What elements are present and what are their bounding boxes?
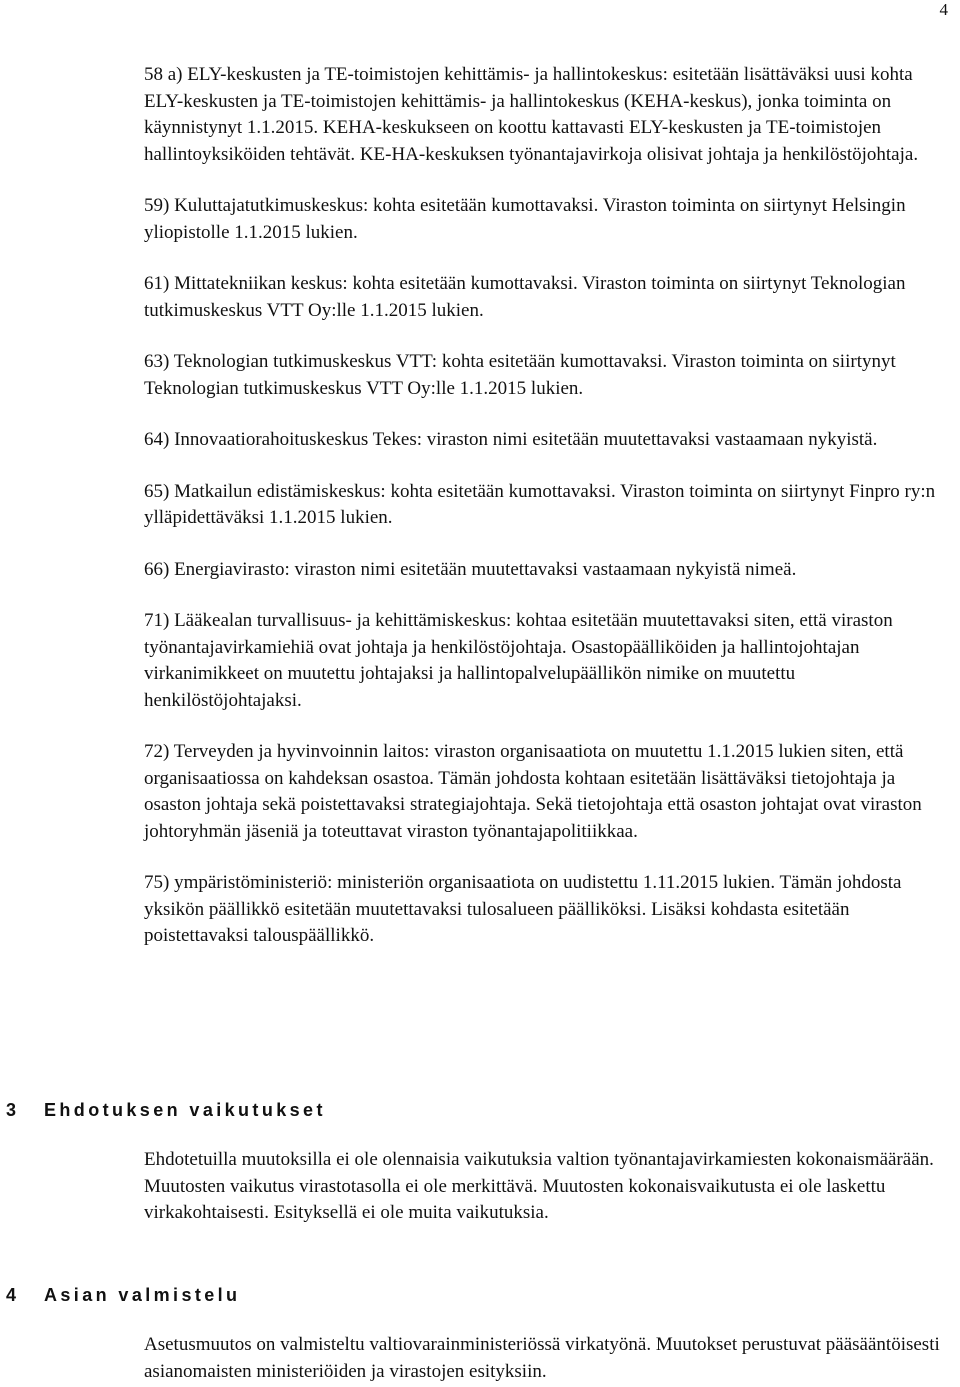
paragraph-65: 65) Matkailun edistämiskeskus: kohta esitetään kumottavaksi. Viraston toiminta on siirtynyt Finpro ry:n ylläpidettäväksi 1.1.2015 lukien. [144,480,936,528]
paragraph-61: 61) Mittatekniikan keskus: kohta esitetään kumottavaksi. Viraston toiminta on siirtynyt Teknologian tutkimuskeskus VTT Oy:lle 1.1.2015 lukien. [144,273,906,321]
paragraph-64: 64) Innovaatiorahoituskeskus Tekes: viraston nimi esitetään muutettavaksi vastaamaan nykyistä. [144,429,878,450]
document-body [144,62,954,950]
paragraph-71: 71) Lääkealan turvallisuus- ja kehittämiskeskus: kohtaa esitetään muutettavaksi siten, että viraston työnantajavirkamiehiä ovat johtaja ja henkilöstöjohtaja. Osastopäälliköiden ja hallintojohtajan virkanimikkeet on muutettu johtajaksi ja hallintopalvelupäällikön nimike on muutettu henkilöstöjohtajaksi. [144,610,893,711]
paragraph-72: 72) Terveyden ja hyvinvoinnin laitos: viraston organisaatiota on muutettu 1.1.2015 lukien siten, että organisaatiossa on kahdeksan osastoa. Tämän johdosta kohtaan esitetään lisättäväksi tietojohtaja ja osaston johtaja sekä poistettavaksi strategiajohtaja. Sekä tietojohtaja että osaston johtajat ovat viraston johtoryhmän jäseniä ja toteuttavat viraston työnantajapolitiikkaa. [144,741,922,842]
section-title: Ehdotuksen vaikutukset [44,1100,326,1120]
section-number: 3 [6,1100,17,1120]
paragraph-59: 59) Kuluttajatutkimuskeskus: kohta esitetään kumottavaksi. Viraston toiminta on siirtynyt Helsingin yliopistolle 1.1.2015 lukien. [144,195,906,243]
page-number: 4 [939,0,948,19]
section-3-body: Ehdotetuilla muutoksilla ei ole olennaisia vaikutuksia valtion työnantajavirkamiesten kokonaismäärään. Muutosten vaikutus virastotasolla ei ole merkittävä. Muutosten kokonaisvaikutusta ei ole laskettu virkakohtaisesti. Esityksellä ei ole muita vaikutuksia. [144,1149,934,1223]
section-number: 4 [6,1285,17,1305]
section-heading-3 [6,1099,326,1121]
paragraph-58a: 58 a) ELY-keskusten ja TE-toimistojen kehittämis- ja hallintokeskus: esitetään lisättäväksi uusi kohta ELY-keskusten ja TE-toimistojen kehittämis- ja hallintokeskus (KEHA-keskus), jonka toiminta on käynnistynyt 1.1.2015. KEHA-keskukseen on koottu kattavasti ELY-keskusten ja TE-toimistojen hallintoyksiköiden tehtävät. KE-HA-keskuksen työnantajavirkoja olisivat johtaja ja henkilöstöjohtaja. [144,64,919,165]
paragraph-75: 75) ympäristöministeriö: ministeriön organisaatiota on uudistettu 1.11.2015 lukien. Tämän johdosta yksikön päällikkö esitetään muutettavaksi tulosalueen päälliköksi. Lisäksi kohdasta esitetään poistettavaksi talouspäällikkö. [144,872,902,946]
section-title: Asian valmistelu [44,1285,241,1305]
paragraph-63: 63) Teknologian tutkimuskeskus VTT: kohta esitetään kumottavaksi. Viraston toiminta on siirtynyt Teknologian tutkimuskeskus VTT Oy:lle 1.1.2015 lukien. [144,351,896,399]
section-heading-4 [6,1284,240,1306]
section-4-body: Asetusmuutos on valmisteltu valtiovarainministeriössä virkatyönä. Muutokset perustuvat pääsääntöisesti asianomaisten ministeriöiden ja virastojen esityksiin. [144,1334,940,1382]
paragraph-66: 66) Energiavirasto: viraston nimi esitetään muutettavaksi vastaamaan nykyistä nimeä. [144,558,797,580]
